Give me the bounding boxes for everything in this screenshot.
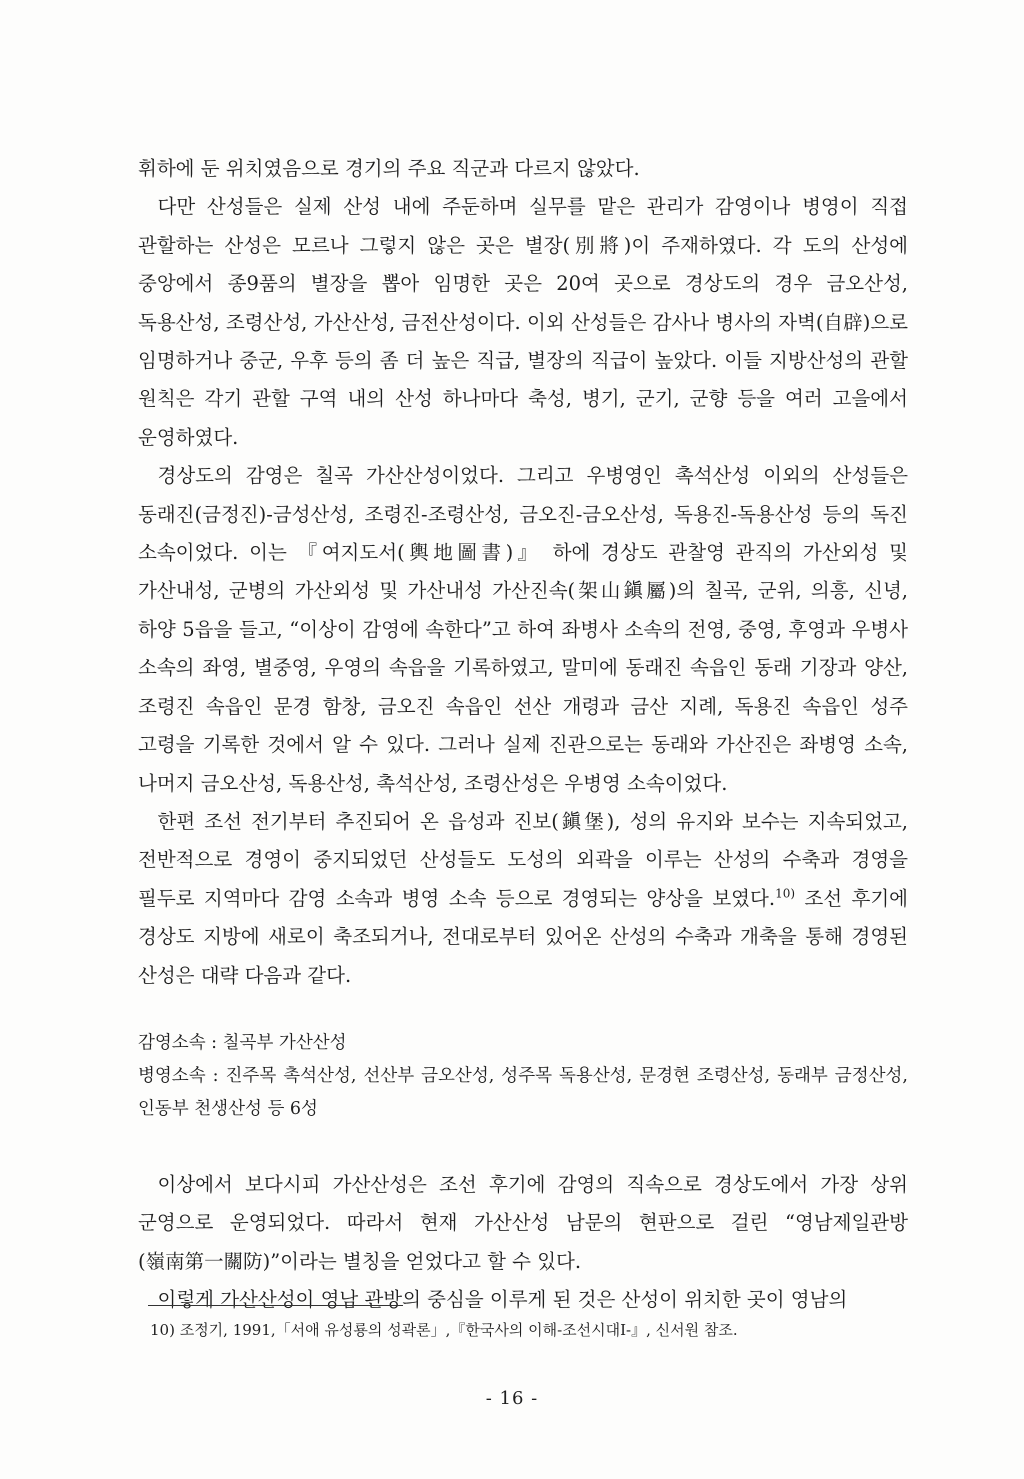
paragraph-6: 이렇게 가산산성이 영남 관방의 중심을 이루게 된 것은 산성이 위치한 곳이 영남의 (157, 1288, 848, 1312)
body-text (138, 150, 908, 1320)
paragraph-2: 다만 산성들은 실제 산성 내에 주둔하며 실무를 맡은 관리가 감영이나 병영이 직접 관할하는 산성은 모르나 그렇지 않은 곳은 별장(別將)이 주재하였다. 각 도의 산성에 중앙에서 종9품의 별장을 뽑아 임명한 곳은 20여 곳으로 경상도의 경우 금오산성, 독용산성, 조령산성, 가산산성, 금전산성이다. 이외 산성들은 감사나 병사의 자벽(自辟)으로 임명하거나 중군, 우후 등의 좀 더 높은 직급, 별장의 직급이 높았다. 이들 지방산성의 관할 원칙은 각기 관할 구역 내의 산성 하나마다 축성, 병기, 군기, 군향 등을 여러 고을에서 운영하였다. (138, 195, 908, 449)
paragraph-4-text: 한편 조선 전기부터 추진되어 온 읍성과 진보(鎭堡), 성의 유지와 보수는 지속되었고, 전반적으로 경영이 중지되었던 산성들도 도성의 외곽을 이루는 산성의 수축과 경영을 필두로 지역마다 감영 소속과 병영 소속 등으로 경영되는 양상을 보였다. (138, 809, 908, 910)
footnote-reference: 10) (775, 886, 796, 901)
list-item-byeongyeong: 병영소속 : 진주목 촉석산성, 선산부 금오산성, 성주목 독용산성, 문경현 조령산성, 동래부 금정산성, 인동부 천생산성 등 6성 (138, 1065, 908, 1119)
page-number: - 16 - (485, 1388, 539, 1409)
fortress-list (138, 1027, 908, 1126)
paragraph-1: 휘하에 둔 위치였음으로 경기의 주요 직군과 다르지 않았다. (138, 157, 640, 180)
list-item-gamyeong: 감영소속 : 칠곡부 가산산성 (138, 1032, 347, 1053)
footnote-divider (148, 1305, 403, 1306)
paragraph-4-continuation: 조선 후기에 경상도 지방에 새로이 축조되거나, 전대로부터 있어온 산성의 수축과 개축을 통해 경영된 산성은 대략 다음과 같다. (138, 886, 909, 987)
footnote: 10) 조정기, 1991,「서애 유성룡의 성곽론」,『한국사의 이해-조선시대Ⅰ-』, 신서원 참조. (150, 1321, 738, 1339)
paragraph-4 (138, 803, 908, 995)
paragraph-5: 이상에서 보다시피 가산산성은 조선 후기에 감영의 직속으로 경상도에서 가장 상위 군영으로 운영되었다. 따라서 현재 가산산성 남문의 현판으로 걸린 “영남제일관방(嶺南第一關防)”이라는 별칭을 얻었다고 할 수 있다. (138, 1172, 908, 1273)
paragraph-3: 경상도의 감영은 칠곡 가산산성이었다. 그리고 우병영인 촉석산성 이외의 산성들은 동래진(금정진)-금성산성, 조령진-조령산성, 금오진-금오산성, 독용진-독용산성 등의 독진 소속이었다. 이는 『여지도서(輿地圖書)』 하에 경상도 관찰영 관직의 가산외성 및 가산내성, 군병의 가산외성 및 가산내성 가산진속(架山鎭屬)의 칠곡, 군위, 의흥, 신녕, 하양 5읍을 들고, “이상이 감영에 속한다”고 하여 좌병사 소속의 전영, 중영, 후영과 우병사 소속의 좌영, 별중영, 우영의 속읍을 기록하였고, 말미에 동래진 속읍인 동래 기장과 양산, 조령진 속읍인 문경 함창, 금오진 속읍인 선산 개령과 금산 지례, 독용진 속읍인 성주 고령을 기록한 것에서 알 수 있다. 그러나 실제 진관으로는 동래와 가산진은 좌병영 소속, 나머지 금오산성, 독용산성, 촉석산성, 조령산성은 우병영 소속이었다. (138, 464, 908, 795)
